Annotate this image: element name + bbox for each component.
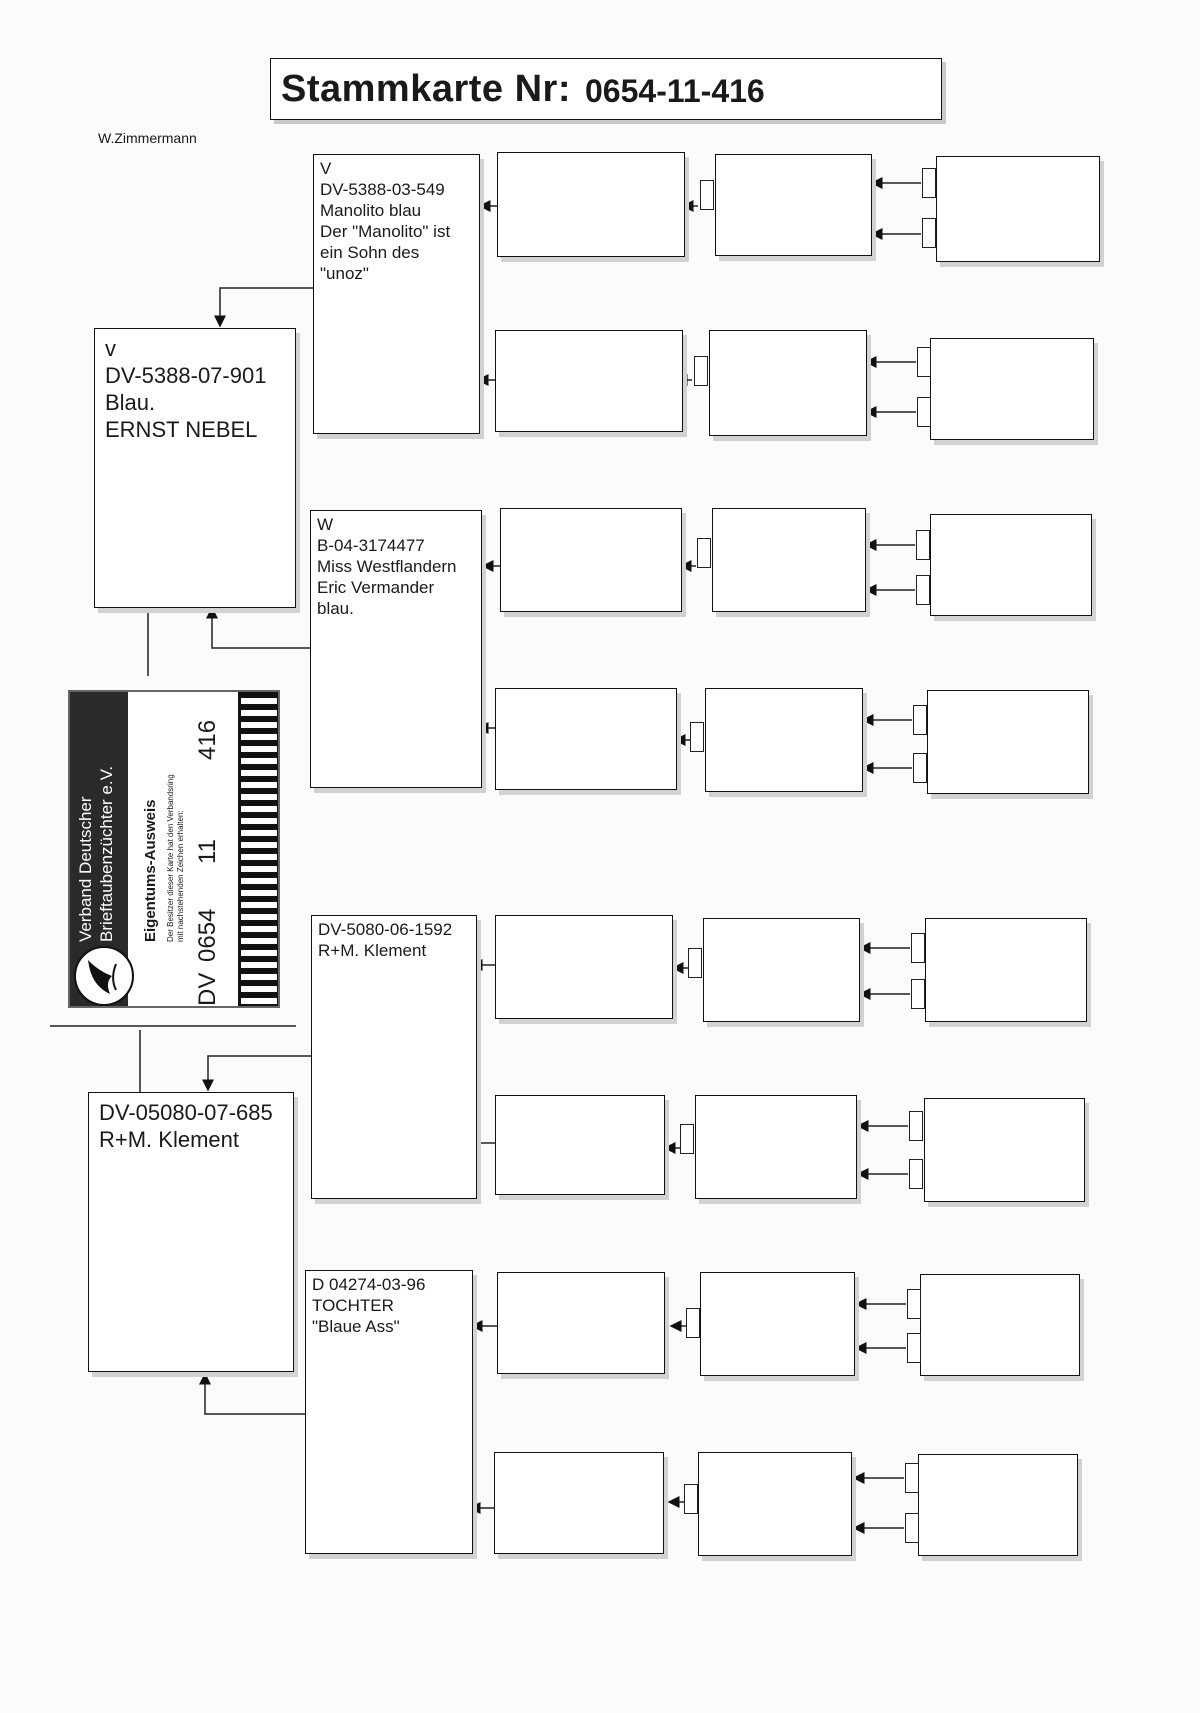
ancestor-box <box>497 1272 665 1374</box>
paternal-sire-text: V DV-5388-03-549 Manolito blau Der "Manolito" ist ein Sohn des "unoz" <box>320 159 451 283</box>
connector-tab <box>686 1308 700 1338</box>
connector-tab <box>909 1111 923 1141</box>
card-note-line1: Der Besitzer dieser Karte hat den Verbandsring <box>166 774 175 942</box>
paternal-sire-box <box>313 154 480 434</box>
card-title: Eigentums-Ausweis <box>142 799 159 942</box>
ancestor-box <box>930 338 1094 440</box>
maternal-dam-text: D 04274-03-96 TOCHTER "Blaue Ass" <box>312 1275 426 1336</box>
ancestor-box <box>924 1098 1085 1202</box>
connector-tab <box>694 356 708 386</box>
ancestor-box <box>500 508 682 612</box>
connector-tab <box>907 1333 921 1363</box>
connector-tab <box>684 1484 698 1514</box>
ancestor-box <box>495 915 673 1019</box>
paternal-dam-box <box>310 510 482 788</box>
ancestor-box <box>918 1454 1078 1556</box>
maternal-sire-box <box>311 915 477 1199</box>
card-ring-prefix: DV <box>194 972 221 1006</box>
ancestor-box <box>705 688 863 792</box>
connector-tab <box>690 722 704 752</box>
connector-tab <box>907 1289 921 1319</box>
connector-tab <box>680 1124 694 1154</box>
card-ring-year: 11 <box>194 839 221 864</box>
father-box <box>94 328 296 608</box>
connector-tab <box>916 530 930 560</box>
ancestor-box <box>494 1452 664 1554</box>
ancestor-box <box>927 690 1089 794</box>
author-name: W.Zimmermann <box>98 130 197 146</box>
dove-logo-icon <box>74 946 134 1006</box>
card-org-line1: Verband Deutscher <box>76 796 95 942</box>
connector-tab <box>911 933 925 963</box>
connector-tab <box>905 1513 919 1543</box>
pedigree-number: 0654-11-416 <box>585 72 765 109</box>
card-ring-number <box>188 692 230 1008</box>
ancestor-box <box>715 154 872 256</box>
connector-tab <box>905 1463 919 1493</box>
ancestor-box <box>495 1095 665 1195</box>
ancestor-box <box>709 330 867 436</box>
card-border-pattern <box>238 692 280 1008</box>
father-text: v DV-5388-07-901 Blau. ERNST NEBEL <box>105 336 267 442</box>
title-label: Stammkarte Nr: <box>281 67 571 110</box>
connector-tab <box>700 180 714 210</box>
connector-tab <box>913 705 927 735</box>
ancestor-box <box>495 688 677 790</box>
card-ring-serial: 416 <box>194 719 221 760</box>
ancestor-box <box>930 514 1092 616</box>
ancestor-box <box>497 152 685 257</box>
ancestor-box <box>712 508 866 612</box>
card-org-line2: Brieftaubenzüchter e.V. <box>97 765 116 942</box>
connector-tab <box>917 347 931 377</box>
connector-tab <box>688 948 702 978</box>
maternal-sire-text: DV-5080-06-1592 R+M. Klement <box>318 920 453 960</box>
connector-tab <box>909 1159 923 1189</box>
ancestor-box <box>703 918 860 1022</box>
connector-tab <box>917 397 931 427</box>
mother-box <box>88 1092 294 1372</box>
connector-tab <box>922 168 936 198</box>
ancestor-box <box>936 156 1100 262</box>
card-content <box>70 692 280 1008</box>
ownership-card <box>68 690 280 1008</box>
ancestor-box <box>695 1095 857 1199</box>
mother-text: DV-05080-07-685 R+M. Klement <box>99 1100 273 1152</box>
card-ring-club: 0654 <box>194 908 221 962</box>
connector-tab <box>697 538 711 568</box>
ancestor-box <box>700 1272 855 1376</box>
connector-tab <box>916 575 930 605</box>
paternal-dam-text: W B-04-3174477 Miss Westflandern Eric Vermander blau. <box>317 515 457 618</box>
connector-tab <box>911 979 925 1009</box>
connector-tab <box>922 218 936 248</box>
ancestor-box <box>698 1452 852 1556</box>
ancestor-box <box>925 918 1087 1022</box>
ancestor-box <box>495 330 683 432</box>
card-note-line2: mit nachstehenden Zeichen erhalten: <box>176 810 185 942</box>
ancestor-box <box>920 1274 1080 1376</box>
maternal-dam-box <box>305 1270 473 1554</box>
connector-tab <box>913 753 927 783</box>
